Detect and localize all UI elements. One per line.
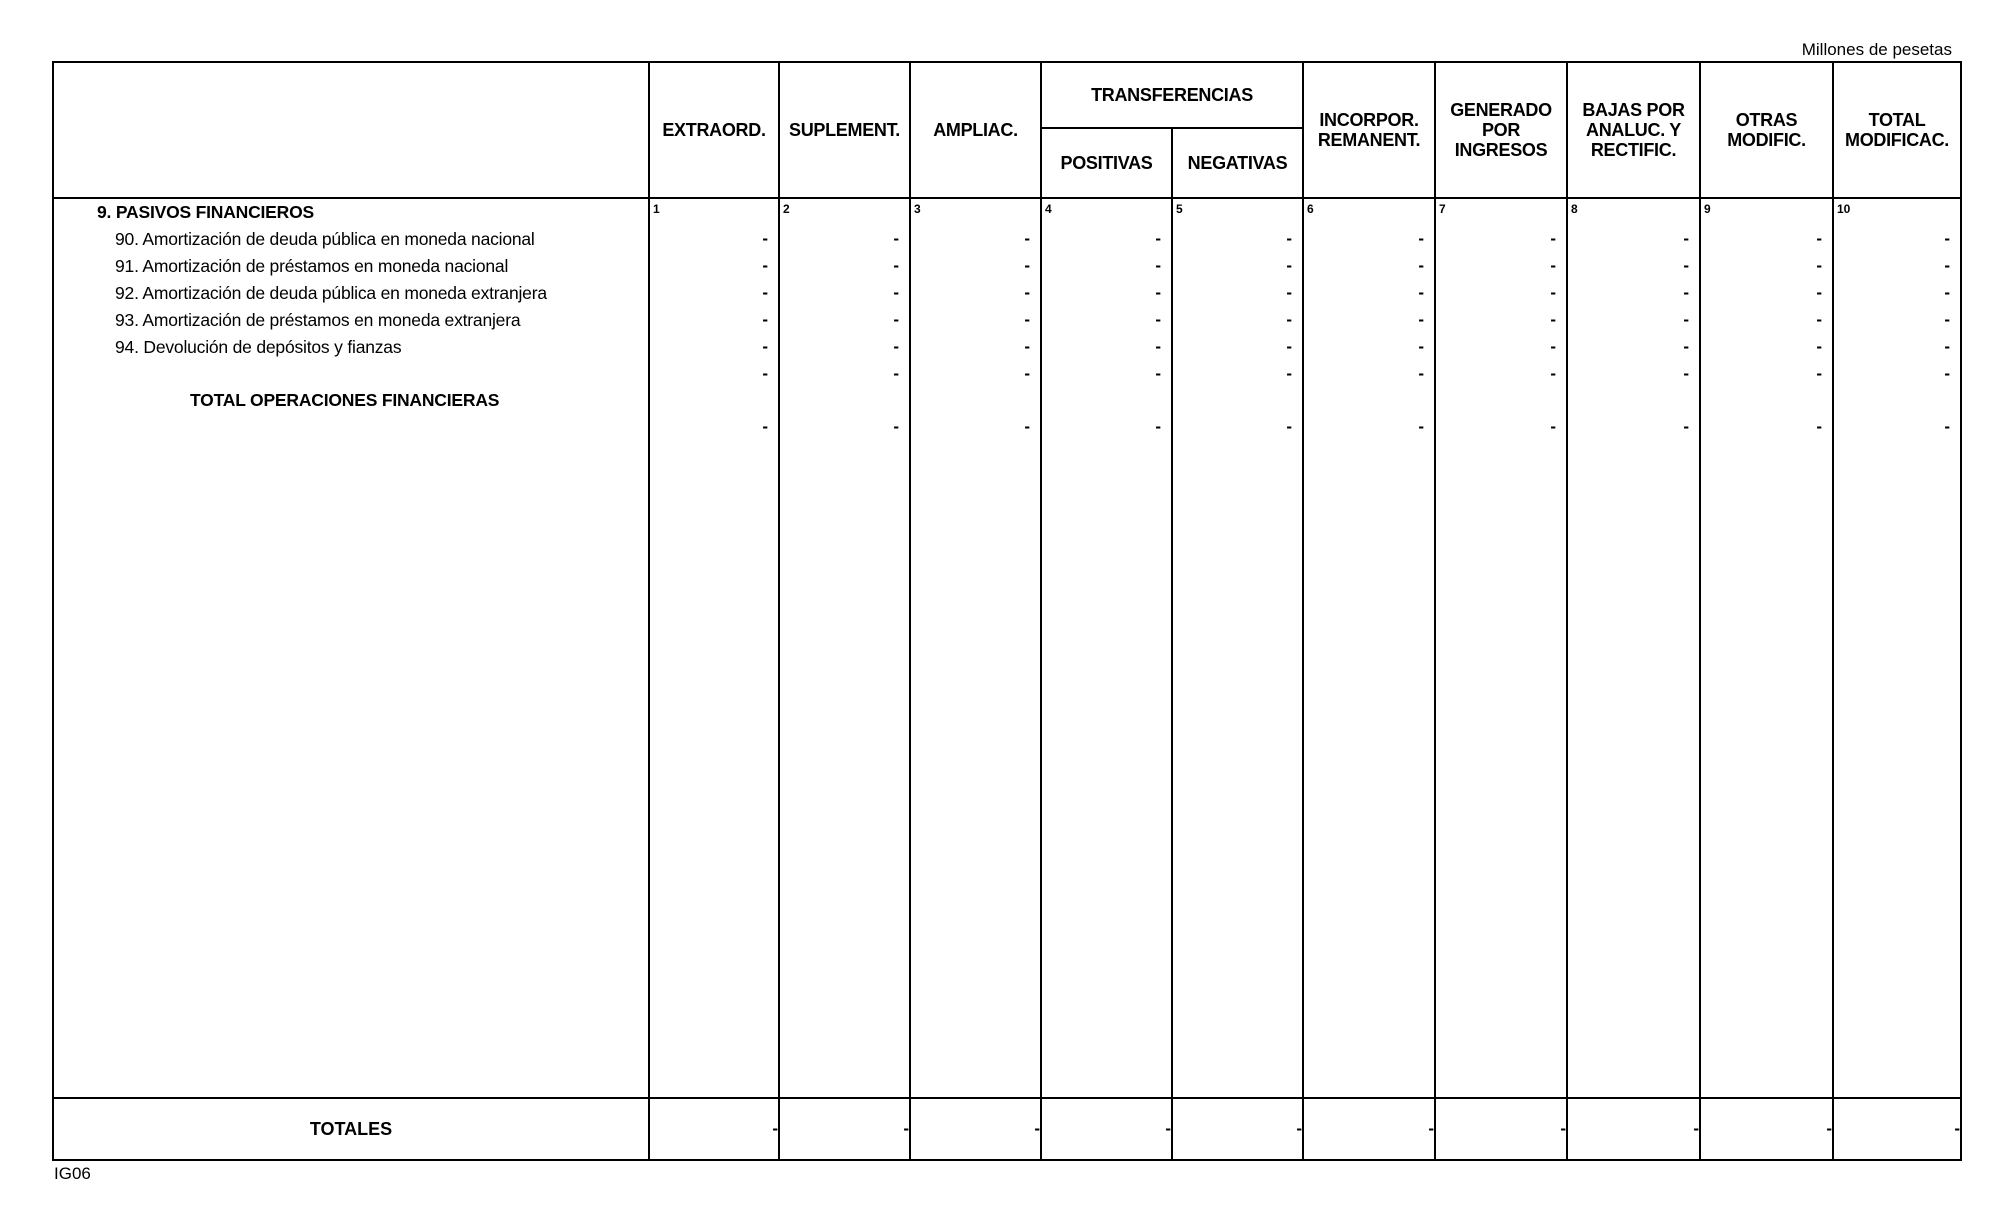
cell-value: - (1418, 337, 1424, 356)
column-number: 5 (1176, 202, 1183, 216)
cell-value: - (1155, 337, 1161, 356)
cell-value: - (1418, 364, 1424, 383)
data-column (1041, 198, 1172, 1098)
cell-value: - (762, 283, 768, 302)
cell-value: - (1418, 256, 1424, 275)
data-column (1833, 198, 1961, 1098)
column-number: 8 (1571, 202, 1578, 216)
cell-value: - (762, 256, 768, 275)
form-code: IG06 (54, 1164, 91, 1183)
cell-value: - (1155, 229, 1161, 248)
cell-value: - (1944, 229, 1950, 248)
cell-value: - (1550, 364, 1556, 383)
cell-value: - (762, 337, 768, 356)
column-number: 1 (653, 202, 660, 216)
cell-value: - (1024, 364, 1030, 383)
cell-value: - (1816, 256, 1822, 275)
col-header-transferencias: TRANSFERENCIAS (1041, 62, 1303, 128)
cell-value: - (1418, 229, 1424, 248)
cell-value: - (1944, 364, 1950, 383)
cell-value: - (1683, 256, 1689, 275)
totals-row (53, 1098, 1961, 1160)
column-number: 6 (1307, 202, 1314, 216)
cell-value: - (1024, 337, 1030, 356)
total-value: - (1172, 1098, 1303, 1160)
cell-value: - (1550, 256, 1556, 275)
row-labels-cell (53, 198, 649, 1098)
cell-value: - (1550, 337, 1556, 356)
row-label: 90. Amortización de deuda pública en moneda nacional (115, 229, 535, 249)
cell-value: - (1286, 283, 1292, 302)
data-column (1700, 198, 1833, 1098)
cell-value: - (893, 229, 899, 248)
total-value: - (1041, 1098, 1172, 1160)
cell-value: - (1816, 229, 1822, 248)
col-header-suplement: SUPLEMENT. (779, 62, 910, 198)
cell-value: - (893, 256, 899, 275)
col-header-ampliac: AMPLIAC. (910, 62, 1041, 198)
col-header-total: TOTAL MODIFICAC. (1833, 62, 1961, 198)
total-value: - (1833, 1098, 1961, 1160)
totals-label: TOTALES (53, 1098, 649, 1160)
cell-value: - (1944, 337, 1950, 356)
column-number: 10 (1837, 202, 1851, 216)
cell-value: - (1286, 229, 1292, 248)
cell-value: - (1286, 417, 1292, 436)
unit-note: Millones de pesetas (1801, 40, 1952, 59)
data-column (1435, 198, 1567, 1098)
row-label: 9. PASIVOS FINANCIEROS (97, 202, 314, 222)
total-value: - (649, 1098, 779, 1160)
cell-value: - (1155, 417, 1161, 436)
cell-value: - (1683, 364, 1689, 383)
cell-value: - (1418, 310, 1424, 329)
data-column (1567, 198, 1700, 1098)
cell-value: - (1550, 417, 1556, 436)
cell-value: - (893, 337, 899, 356)
data-column (649, 198, 779, 1098)
row-label: 91. Amortización de préstamos en moneda nacional (115, 256, 509, 276)
cell-value: - (1418, 283, 1424, 302)
total-value: - (1303, 1098, 1435, 1160)
data-column (779, 198, 910, 1098)
cell-value: - (1683, 310, 1689, 329)
cell-value: - (1683, 283, 1689, 302)
cell-value: - (1286, 364, 1292, 383)
cell-value: - (762, 364, 768, 383)
cell-value: - (1816, 310, 1822, 329)
column-number: 2 (783, 202, 790, 216)
cell-value: - (1550, 310, 1556, 329)
col-header-positivas: POSITIVAS (1041, 128, 1172, 198)
cell-value: - (762, 229, 768, 248)
col-header-incorpor: INCORPOR. REMANENT. (1303, 62, 1435, 198)
cell-value: - (893, 283, 899, 302)
cell-value: - (1286, 337, 1292, 356)
cell-value: - (1944, 283, 1950, 302)
col-header-extraord: EXTRAORD. (649, 62, 779, 198)
cell-value: - (1286, 310, 1292, 329)
col-header-bajas: BAJAS POR ANALUC. Y RECTIFIC. (1567, 62, 1700, 198)
column-number: 4 (1045, 202, 1052, 216)
cell-value: - (1816, 283, 1822, 302)
total-value: - (1435, 1098, 1567, 1160)
cell-value: - (1944, 417, 1950, 436)
cell-value: - (1683, 337, 1689, 356)
cell-value: - (1550, 229, 1556, 248)
total-value: - (1567, 1098, 1700, 1160)
cell-value: - (1944, 310, 1950, 329)
cell-value: - (1155, 364, 1161, 383)
cell-value: - (1816, 364, 1822, 383)
cell-value: - (1024, 283, 1030, 302)
column-number: 3 (914, 202, 921, 216)
cell-value: - (762, 310, 768, 329)
column-number: 7 (1439, 202, 1446, 216)
cell-value: - (762, 417, 768, 436)
label-header-cell (53, 62, 649, 198)
cell-value: - (1944, 256, 1950, 275)
cell-value: - (1550, 283, 1556, 302)
column-number: 9 (1704, 202, 1711, 216)
cell-value: - (1816, 337, 1822, 356)
total-value: - (779, 1098, 910, 1160)
cell-value: - (1816, 417, 1822, 436)
data-column (1172, 198, 1303, 1098)
col-header-generado: GENERADO POR INGRESOS (1435, 62, 1567, 198)
cell-value: - (1286, 256, 1292, 275)
cell-value: - (1155, 310, 1161, 329)
cell-value: - (1024, 310, 1030, 329)
cell-value: - (1155, 283, 1161, 302)
cell-value: - (893, 417, 899, 436)
cell-value: - (1024, 256, 1030, 275)
row-label: 93. Amortización de préstamos en moneda extranjera (115, 310, 521, 330)
total-value: - (910, 1098, 1041, 1160)
cell-value: - (1683, 417, 1689, 436)
col-header-negativas: NEGATIVAS (1172, 128, 1303, 198)
total-value: - (1700, 1098, 1833, 1160)
row-label: 92. Amortización de deuda pública en moneda extranjera (115, 283, 547, 303)
cell-value: - (1155, 256, 1161, 275)
cell-value: - (1683, 229, 1689, 248)
col-header-otras: OTRAS MODIFIC. (1700, 62, 1833, 198)
row-label-total: TOTAL OPERACIONES FINANCIERAS (190, 390, 500, 410)
data-column (1303, 198, 1435, 1098)
cell-value: - (1418, 417, 1424, 436)
data-column (910, 198, 1041, 1098)
budget-modifications-table (52, 61, 1962, 1161)
cell-value: - (893, 310, 899, 329)
row-label: 94. Devolución de depósitos y fianzas (115, 337, 402, 357)
cell-value: - (1024, 229, 1030, 248)
cell-value: - (1024, 417, 1030, 436)
cell-value: - (893, 364, 899, 383)
